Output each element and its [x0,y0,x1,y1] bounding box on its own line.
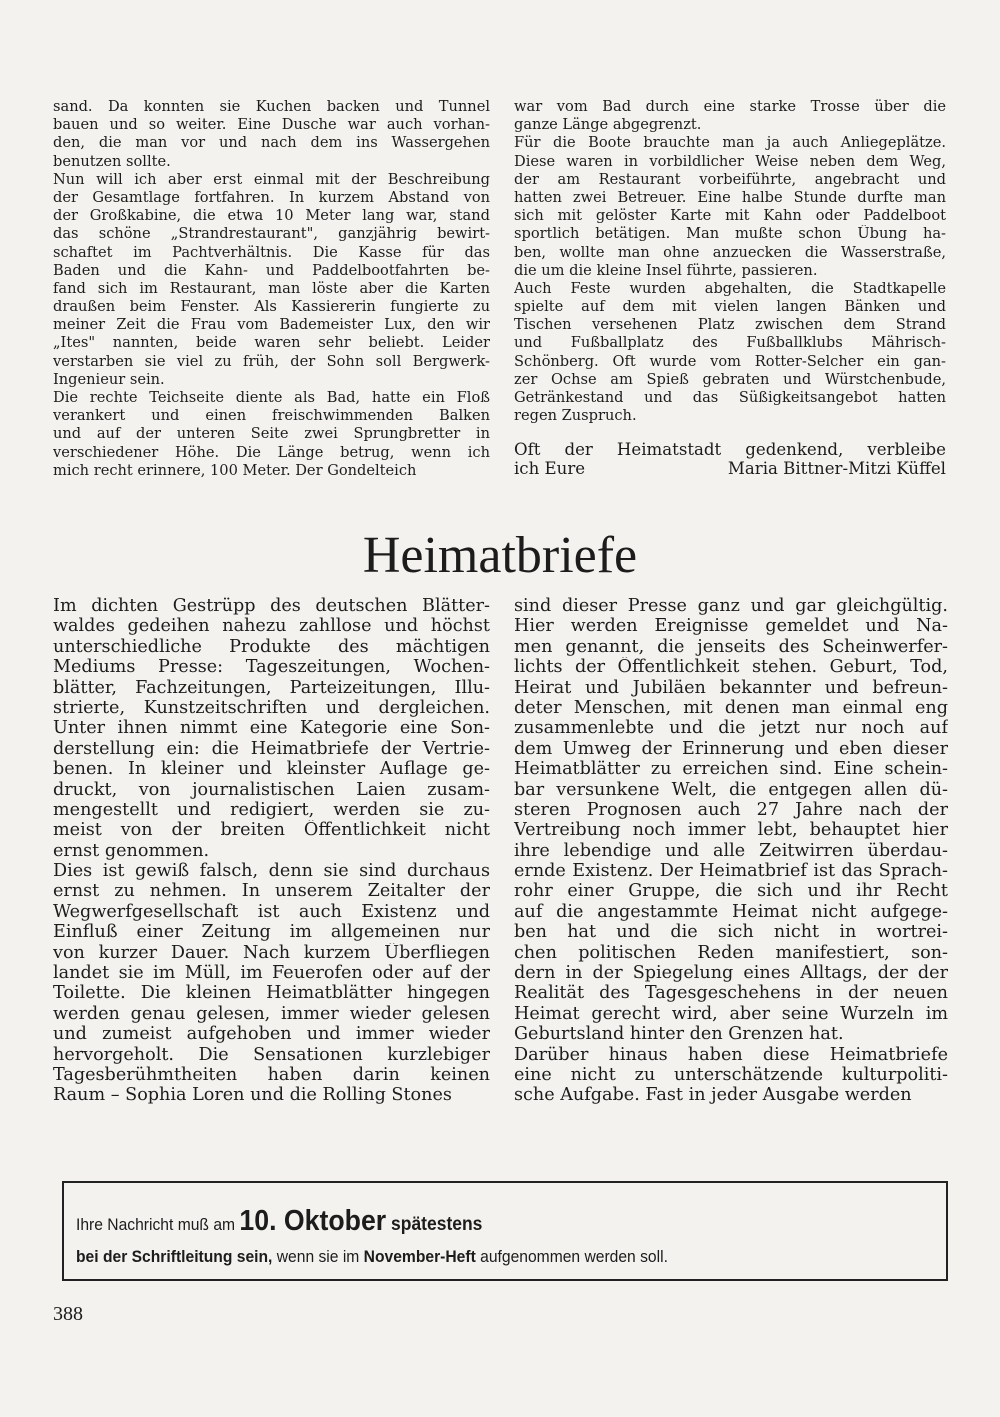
text-line: rohr einer Gruppe, die sich und ihr Recht [514,881,948,902]
text-line: regen Zuspruch. [514,407,637,425]
text-line: sind dieser Presse ganz und gar gleichgültig. [514,596,948,616]
text-line: sportlich betätigen. Man mußte schon Übung ha- [514,225,946,243]
text-line: Nun will ich aber erst einmal mit der Beschreibung [53,170,490,188]
text-line: benutzen sollte. [53,152,171,170]
text-line: ernst zu nehmen. In unserem Zeitalter der [53,881,490,902]
text-line: das schöne „Strandrestaurant", ganzjährig bewirt- [53,225,490,243]
notice-text: aufgenommen werden soll. [475,1247,668,1266]
text-line: und Fußballplatz des Fußballklubs Mährisch- [514,334,946,352]
text-line: landet sie im Müll, im Feuerofen oder auf der [53,963,490,984]
closing-line: Oft der Heimatstadt gedenkend, verbleibe [514,440,946,459]
top-right-column [514,98,946,425]
text-line: chen politischen Reden manifestiert, son- [514,942,948,963]
text-line: benen. In kleiner und kleinster Auflage ge- [53,759,490,780]
text-line: war vom Bad durch eine starke Trosse über die [514,98,946,115]
text-line: Für die Boote brauchte man ja auch Anliegeplätze. [514,134,946,152]
deadline-date: 10. Oktober [239,1205,387,1237]
notice-line-2 [76,1247,668,1267]
issue-name: November-Heft [363,1247,476,1266]
top-left-column [53,98,490,480]
text-line: der Großkabine, die etwa 10 Meter lang war, stand [53,207,490,225]
text-line: auf die angestammte Heimat nicht aufgege- [514,901,948,922]
text-line: Mediums Presse: Tageszeitungen, Wochen- [53,657,490,678]
text-line: sche Aufgabe. Fast in jeder Ausgabe werden [514,1085,912,1106]
text-line: Darüber hinaus haben diese Heimatbriefe [514,1044,948,1065]
text-line: hatten zwei Betreuer. Eine halbe Stunde durfte man [514,188,946,206]
text-line: Auch Feste wurden abgehalten, die Stadtkapelle [514,279,946,297]
text-line: verstarben sie viel zu früh, der Sohn soll Bergwerk- [53,352,490,370]
text-line: ben hat und die sich nicht in wortrei- [514,922,948,943]
text-line: Einfluß einer Zeitung im allgemeinen nur [53,922,490,943]
text-line: Heimatblätter zu erreichen sind. Eine schein- [514,759,948,780]
text-line: unterschiedliche Produkte des mächtigen [53,636,490,657]
text-line: Raum – Sophia Loren und die Rolling Stones [53,1085,452,1106]
text-line: zusammenlebte und die jetzt nur noch auf [514,718,948,739]
text-line: meiner Zeit die Frau vom Bademeister Lux, den wir [53,316,490,334]
text-line: der am Restaurant vorbeiführte, angebracht und [514,170,946,188]
text-line: Baden und die Kahn- und Paddelbootfahrten be- [53,261,490,279]
article-left-column [53,596,490,1106]
text-line: Ingenieur sein. [53,370,165,388]
text-line: Getränkestand und das Süßigkeitsangebot hatten [514,389,946,406]
text-line: draußen beim Fenster. Als Kassiererin fungierte zu [53,298,490,316]
text-line: Wegwerfgesellschaft ist auch Existenz und [53,901,490,922]
text-line: steren Prognosen auch 27 Jahre nach der [514,799,948,820]
text-line: Die rechte Teichseite diente als Bad, hatte ein Floß [53,389,490,406]
text-line: den, die man vor und nach dem ins Wassergehen [53,134,490,152]
text-line: dem Umweg der Erinnerung und eben dieser [514,738,948,759]
notice-text: spätestens [386,1214,483,1235]
text-line: sand. Da konnten sie Kuchen backen und Tunnel [53,98,490,115]
text-line: zer Ochse am Spieß gebraten und Würstchenbude, [514,370,946,388]
text-line: ben, wollte man ohne anzuecken die Wasserstraße, [514,243,946,261]
text-line: „Ites" nannten, beide waren sehr beliebt. Leider [53,334,490,352]
text-line: Dies ist gewiß falsch, denn sie sind durchaus [53,861,490,882]
text-line: deter Menschen, mit denen man einmal eng [514,697,948,718]
letter-closing [514,441,946,478]
text-line: lichts der Öffentlichkeit stehen. Geburt, Tod, [514,657,948,678]
text-line: mengestellt und redigiert, werden sie zu- [53,799,490,820]
text-line: verschiedener Höhe. Die Länge betrug, wenn ich [53,443,490,461]
text-line: meist von der breiten Öffentlichkeit nicht [53,820,490,841]
text-line: bauen und so weiter. Eine Dusche war auch vorhan- [53,116,490,134]
text-line: men genannt, die jenseits des Scheinwerfer- [514,636,948,657]
text-line: waldes gedeihen nahezu zahllose und höchst [53,616,490,637]
text-line: Im dichten Gestrüpp des deutschen Blätter- [53,596,490,616]
text-line: blätter, Fachzeitungen, Parteizeitungen, Illu- [53,677,490,698]
text-line: Geburtsland hinter den Grenzen hat. [514,1024,844,1045]
text-line: Heimat gerecht wird, aber seine Wurzeln im [514,1003,948,1024]
text-line: druckt, von journalistischen Laien zusam- [53,779,490,800]
text-line: Realität des Tagesgeschehens in der neuen [514,983,948,1004]
text-line: Hier werden Ereignisse gemeldet und Na- [514,616,948,637]
text-line: bar versunkene Welt, die entgegen allen dü- [514,779,948,800]
text-line: dern in der Spiegelung eines Alltags, der der [514,963,948,984]
text-line: werden genau gelesen, immer wieder gelesen [53,1003,490,1024]
text-line: ernde Existenz. Der Heimatbrief ist das Sprach- [514,861,948,882]
text-line: der Gesamtlage fortfahren. In kurzem Abstand von [53,188,490,206]
text-line: derstellung ein: die Heimatbriefe der Vertrie- [53,738,490,759]
notice-text: bei der Schriftleitung sein, [76,1247,273,1266]
notice-line-1 [76,1205,482,1238]
text-line: und auf der unteren Seite zwei Sprungbretter in [53,425,490,443]
text-line: und zumeist aufgehoben und immer wieder [53,1024,490,1045]
closing-line: ich Eure [514,458,586,478]
article-title: Heimatbriefe [362,527,638,584]
text-line: von kurzer Dauer. Nach kurzem Überfliegen [53,942,490,963]
notice-text: Ihre Nachricht muß am [76,1215,240,1234]
text-line: eine nicht zu unterschätzende kulturpoliti- [514,1064,948,1085]
text-line: Schönberg. Oft wurde vom Rotter-Selcher ein gan- [514,352,946,370]
text-line: Tischen versehenen Platz zwischen dem Strand [514,316,946,334]
text-line: sich mit gelöster Karte mit Kahn oder Paddelboot [514,207,946,225]
text-line: verankert und einen freischwimmenden Balken [53,407,490,425]
page-number: 388 [53,1303,83,1325]
text-line: fand sich im Restaurant, man löste aber die Karten [53,279,490,297]
text-line: Diese waren in vorbildlicher Weise neben dem Weg, [514,152,946,170]
signature: Maria Bittner-Mitzi Küffel [727,458,946,478]
text-line: hervorgeholt. Die Sensationen kurzlebiger [53,1044,490,1065]
deadline-notice-box [62,1181,948,1281]
text-line: ernst genommen. [53,840,210,861]
text-line: Unter ihnen nimmt eine Kategorie eine Son- [53,718,490,739]
text-line: mich recht erinnere, 100 Meter. Der Gondelteich [53,461,417,479]
notice-text: wenn sie im [272,1247,364,1266]
text-line: Toilette. Die kleinen Heimatblätter hingegen [53,983,490,1004]
text-line: spielte auf dem mit vielen langen Bänken und [514,298,946,316]
text-line: Heirat und Jubiläen bekannter und befreun- [514,677,948,698]
text-line: ganze Länge abgegrenzt. [514,116,702,134]
text-line: strierte, Kunstzeitschriften und dergleichen. [53,697,490,718]
text-line: schaftet im Pachtverhältnis. Die Kasse für das [53,243,490,261]
text-line: die um die kleine Insel führte, passieren. [514,261,818,279]
text-line: Vertreibung noch immer lebt, behauptet hier [514,820,948,841]
article-right-column [514,596,948,1106]
text-line: Tagesberühmtheiten haben darin keinen [53,1064,490,1085]
text-line: ihre lebendige und alle Zeitwirren überdau- [514,840,948,861]
